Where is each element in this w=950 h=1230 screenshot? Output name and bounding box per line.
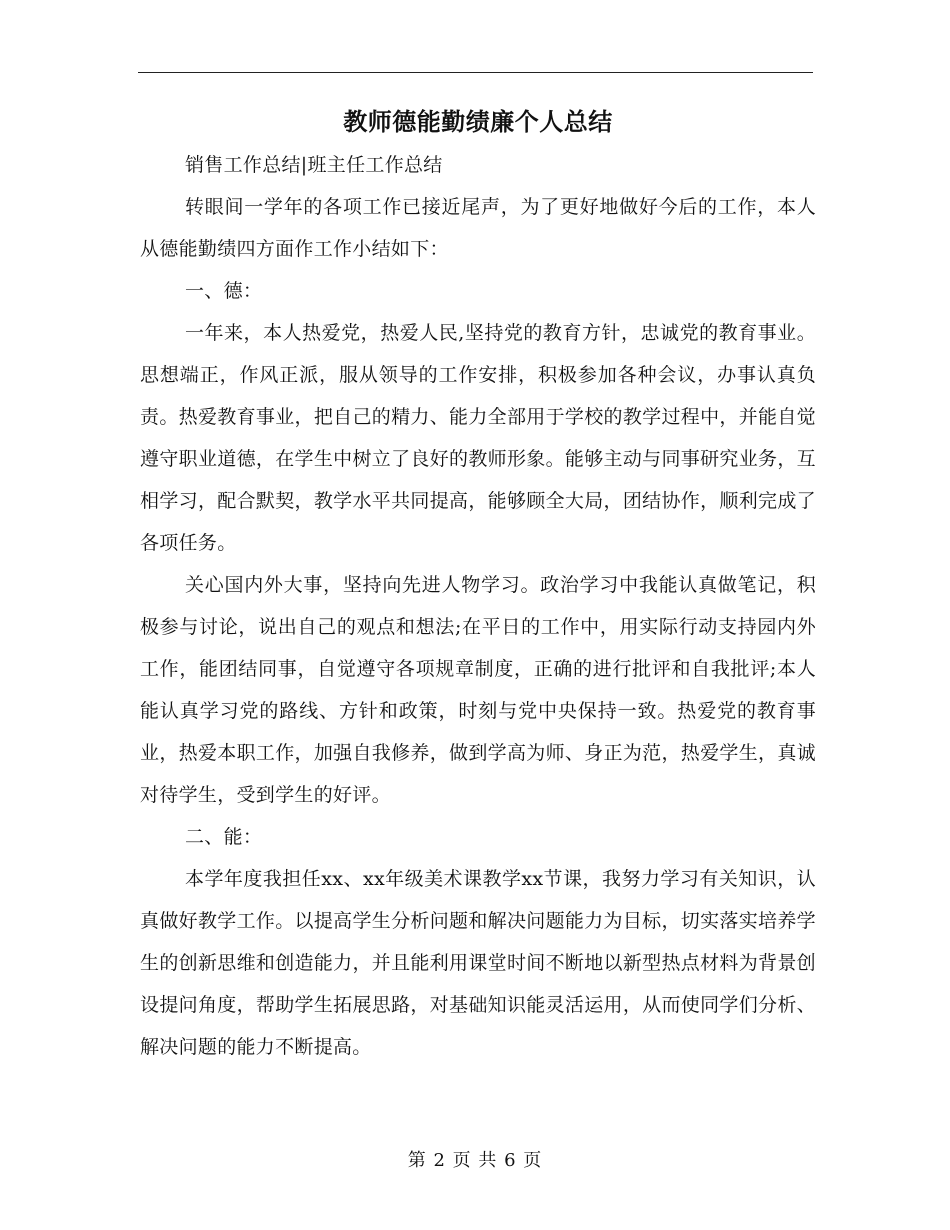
subtitle-links: 销售工作总结|班主任工作总结 xyxy=(185,154,443,176)
page-number: 第 2 页 共 6 页 xyxy=(407,1150,543,1171)
section-heading-de: 一、德： xyxy=(185,280,263,302)
intro-paragraph: 转眼间一学年的各项工作已接近尾声，为了更好地做好今后的工作，本人从德能勤绩四方面作工作小结如下： xyxy=(140,196,816,260)
body-paragraph: 本学年度我担任xx、xx年级美术课教学xx节课，我努力学习有关知识，认真做好教学工作。以提高学生分析问题和解决问题能力为目标，切实落实培养学生的创新思维和创造能力，并且能利用课堂时间不断地以新型热点材料为背景创设提问角度，帮助学生拓展思路，对基础知识能灵活运用，从而使同学们分析、解决问题的能力不断提高。 xyxy=(140,868,816,1058)
body-paragraph: 关心国内外大事，坚持向先进人物学习。政治学习中我能认真做笔记，积极参与讨论，说出自己的观点和想法;在平日的工作中，用实际行动支持园内外工作，能团结同事，自觉遵守各项规章制度，正确的进行批评和自我批评;本人能认真学习党的路线、方针和政策，时刻与党中央保持一致。热爱党的教育事业，热爱本职工作，加强自我修养，做到学高为师、身正为范，热爱学生，真诚对待学生，受到学生的好评。 xyxy=(140,574,816,806)
header-divider xyxy=(138,72,813,73)
document-title: 教师德能勤绩廉个人总结 xyxy=(343,107,613,136)
body-paragraph: 一年来，本人热爱党，热爱人民,坚持党的教育方针，忠诚党的教育事业。思想端正，作风正派，服从领导的工作安排，积极参加各种会议，办事认真负责。热爱教育事业，把自己的精力、能力全部用于学校的教学过程中，并能自觉遵守职业道德，在学生中树立了良好的教师形象。能够主动与同事研究业务，互相学习，配合默契，教学水平共同提高，能够顾全大局，团结协作，顺利完成了各项任务。 xyxy=(140,322,816,554)
section-heading-neng: 二、能： xyxy=(185,826,263,848)
document-body xyxy=(140,100,816,1068)
